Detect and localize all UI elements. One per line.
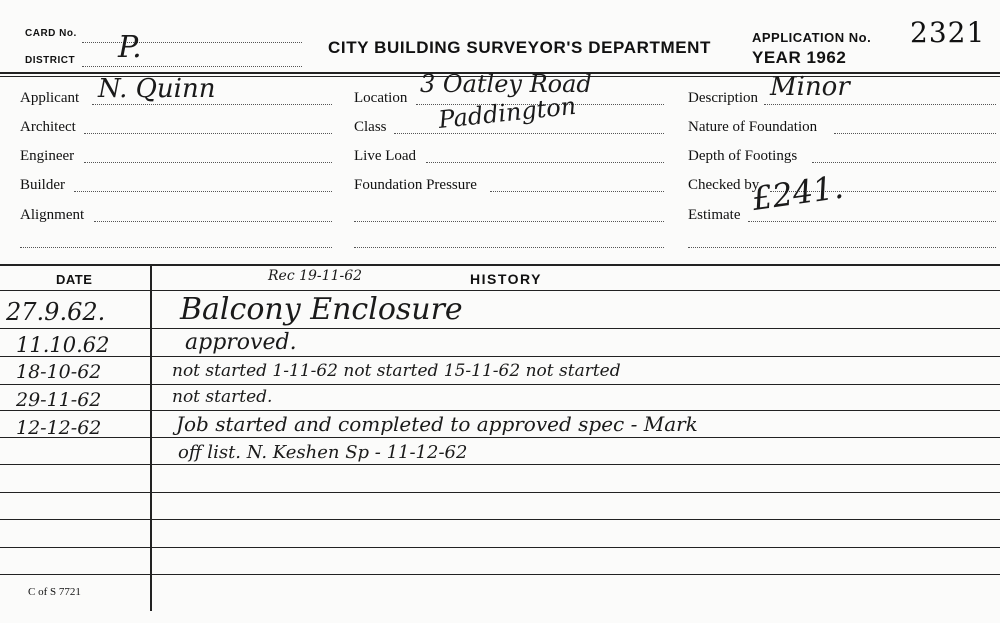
history-date-5: 12-12-62 bbox=[16, 417, 102, 439]
ruled-line-3 bbox=[0, 384, 1000, 385]
year-label: YEAR 1962 bbox=[752, 48, 847, 67]
alignment-label: Alignment bbox=[20, 207, 85, 223]
card-no-line bbox=[82, 42, 302, 43]
class-value: Paddington bbox=[437, 91, 578, 134]
history-date-4: 29-11-62 bbox=[16, 389, 102, 411]
foundation-pressure-line bbox=[490, 191, 664, 192]
ruled-line-7 bbox=[0, 492, 1000, 493]
description-value: Minor bbox=[770, 72, 850, 102]
history-date-2: 11.10.62 bbox=[16, 333, 110, 357]
foundation-pressure-label: Foundation Pressure bbox=[354, 177, 477, 193]
ruled-line-8 bbox=[0, 519, 1000, 520]
history-date-1: 27.9.62. bbox=[6, 298, 106, 326]
history-entry-4: not started. bbox=[172, 387, 273, 407]
rec-note: Rec 19-11-62 bbox=[268, 268, 363, 284]
history-entry-1: Balcony Enclosure bbox=[180, 292, 463, 327]
estimate-value: £241. bbox=[749, 167, 846, 218]
history-header: HISTORY bbox=[470, 271, 542, 287]
district-line bbox=[82, 66, 302, 67]
depth-of-footings-label: Depth of Footings bbox=[688, 148, 798, 164]
class-label: Class bbox=[354, 119, 387, 135]
history-date-3: 18-10-62 bbox=[16, 361, 102, 383]
engineer-line bbox=[84, 162, 332, 163]
builder-line bbox=[74, 191, 332, 192]
ruled-line-6 bbox=[0, 464, 1000, 465]
location-value: 3 Oatley Road bbox=[420, 70, 592, 98]
right-blank-line bbox=[688, 247, 996, 248]
left-blank-line bbox=[20, 247, 332, 248]
location-label: Location bbox=[354, 90, 408, 106]
nature-of-foundation-line bbox=[834, 133, 996, 134]
class-line bbox=[394, 133, 664, 134]
history-entry-2: approved. bbox=[185, 330, 297, 355]
district-label: DISTRICT bbox=[25, 55, 76, 66]
department-title: CITY BUILDING SURVEYOR'S DEPARTMENT bbox=[328, 38, 712, 57]
checked-by-label: Checked by bbox=[688, 177, 760, 193]
applicant-value: N. Quinn bbox=[98, 74, 216, 104]
application-number: 2321 bbox=[910, 16, 986, 49]
builder-label: Builder bbox=[20, 177, 65, 193]
history-entry-6: off list. N. Keshen Sp - 11-12-62 bbox=[178, 442, 468, 463]
middle-blank-line-2 bbox=[354, 247, 664, 248]
ruled-line-5 bbox=[0, 437, 1000, 438]
district-value: P. bbox=[118, 30, 142, 65]
history-entry-5: Job started and completed to approved spec - Mark bbox=[176, 412, 698, 436]
live-load-label: Live Load bbox=[354, 148, 417, 164]
nature-of-foundation-label: Nature of Foundation bbox=[688, 119, 818, 135]
estimate-line bbox=[748, 221, 996, 222]
ruled-line-2 bbox=[0, 356, 1000, 357]
form-code: C of S 7721 bbox=[28, 586, 81, 598]
applicant-label: Applicant bbox=[20, 90, 80, 106]
date-header: DATE bbox=[56, 272, 93, 287]
application-label: APPLICATION No. bbox=[752, 30, 872, 45]
architect-line bbox=[84, 133, 332, 134]
date-column-divider bbox=[150, 266, 152, 611]
depth-of-footings-line bbox=[812, 162, 996, 163]
ruled-line-10 bbox=[0, 574, 1000, 575]
ruled-line-1 bbox=[0, 328, 1000, 329]
card-no-label: CARD No. bbox=[25, 28, 77, 39]
ruled-line-9 bbox=[0, 547, 1000, 548]
history-entry-3: not started 1-11-62 not started 15-11-62 not started bbox=[172, 361, 621, 381]
engineer-label: Engineer bbox=[20, 148, 75, 164]
description-line bbox=[764, 104, 996, 105]
live-load-line bbox=[426, 162, 664, 163]
ruled-line-4 bbox=[0, 410, 1000, 411]
description-label: Description bbox=[688, 90, 758, 106]
architect-label: Architect bbox=[20, 119, 76, 135]
middle-blank-line-1 bbox=[354, 221, 664, 222]
estimate-label: Estimate bbox=[688, 207, 741, 223]
alignment-line bbox=[94, 221, 332, 222]
applicant-line bbox=[92, 104, 332, 105]
